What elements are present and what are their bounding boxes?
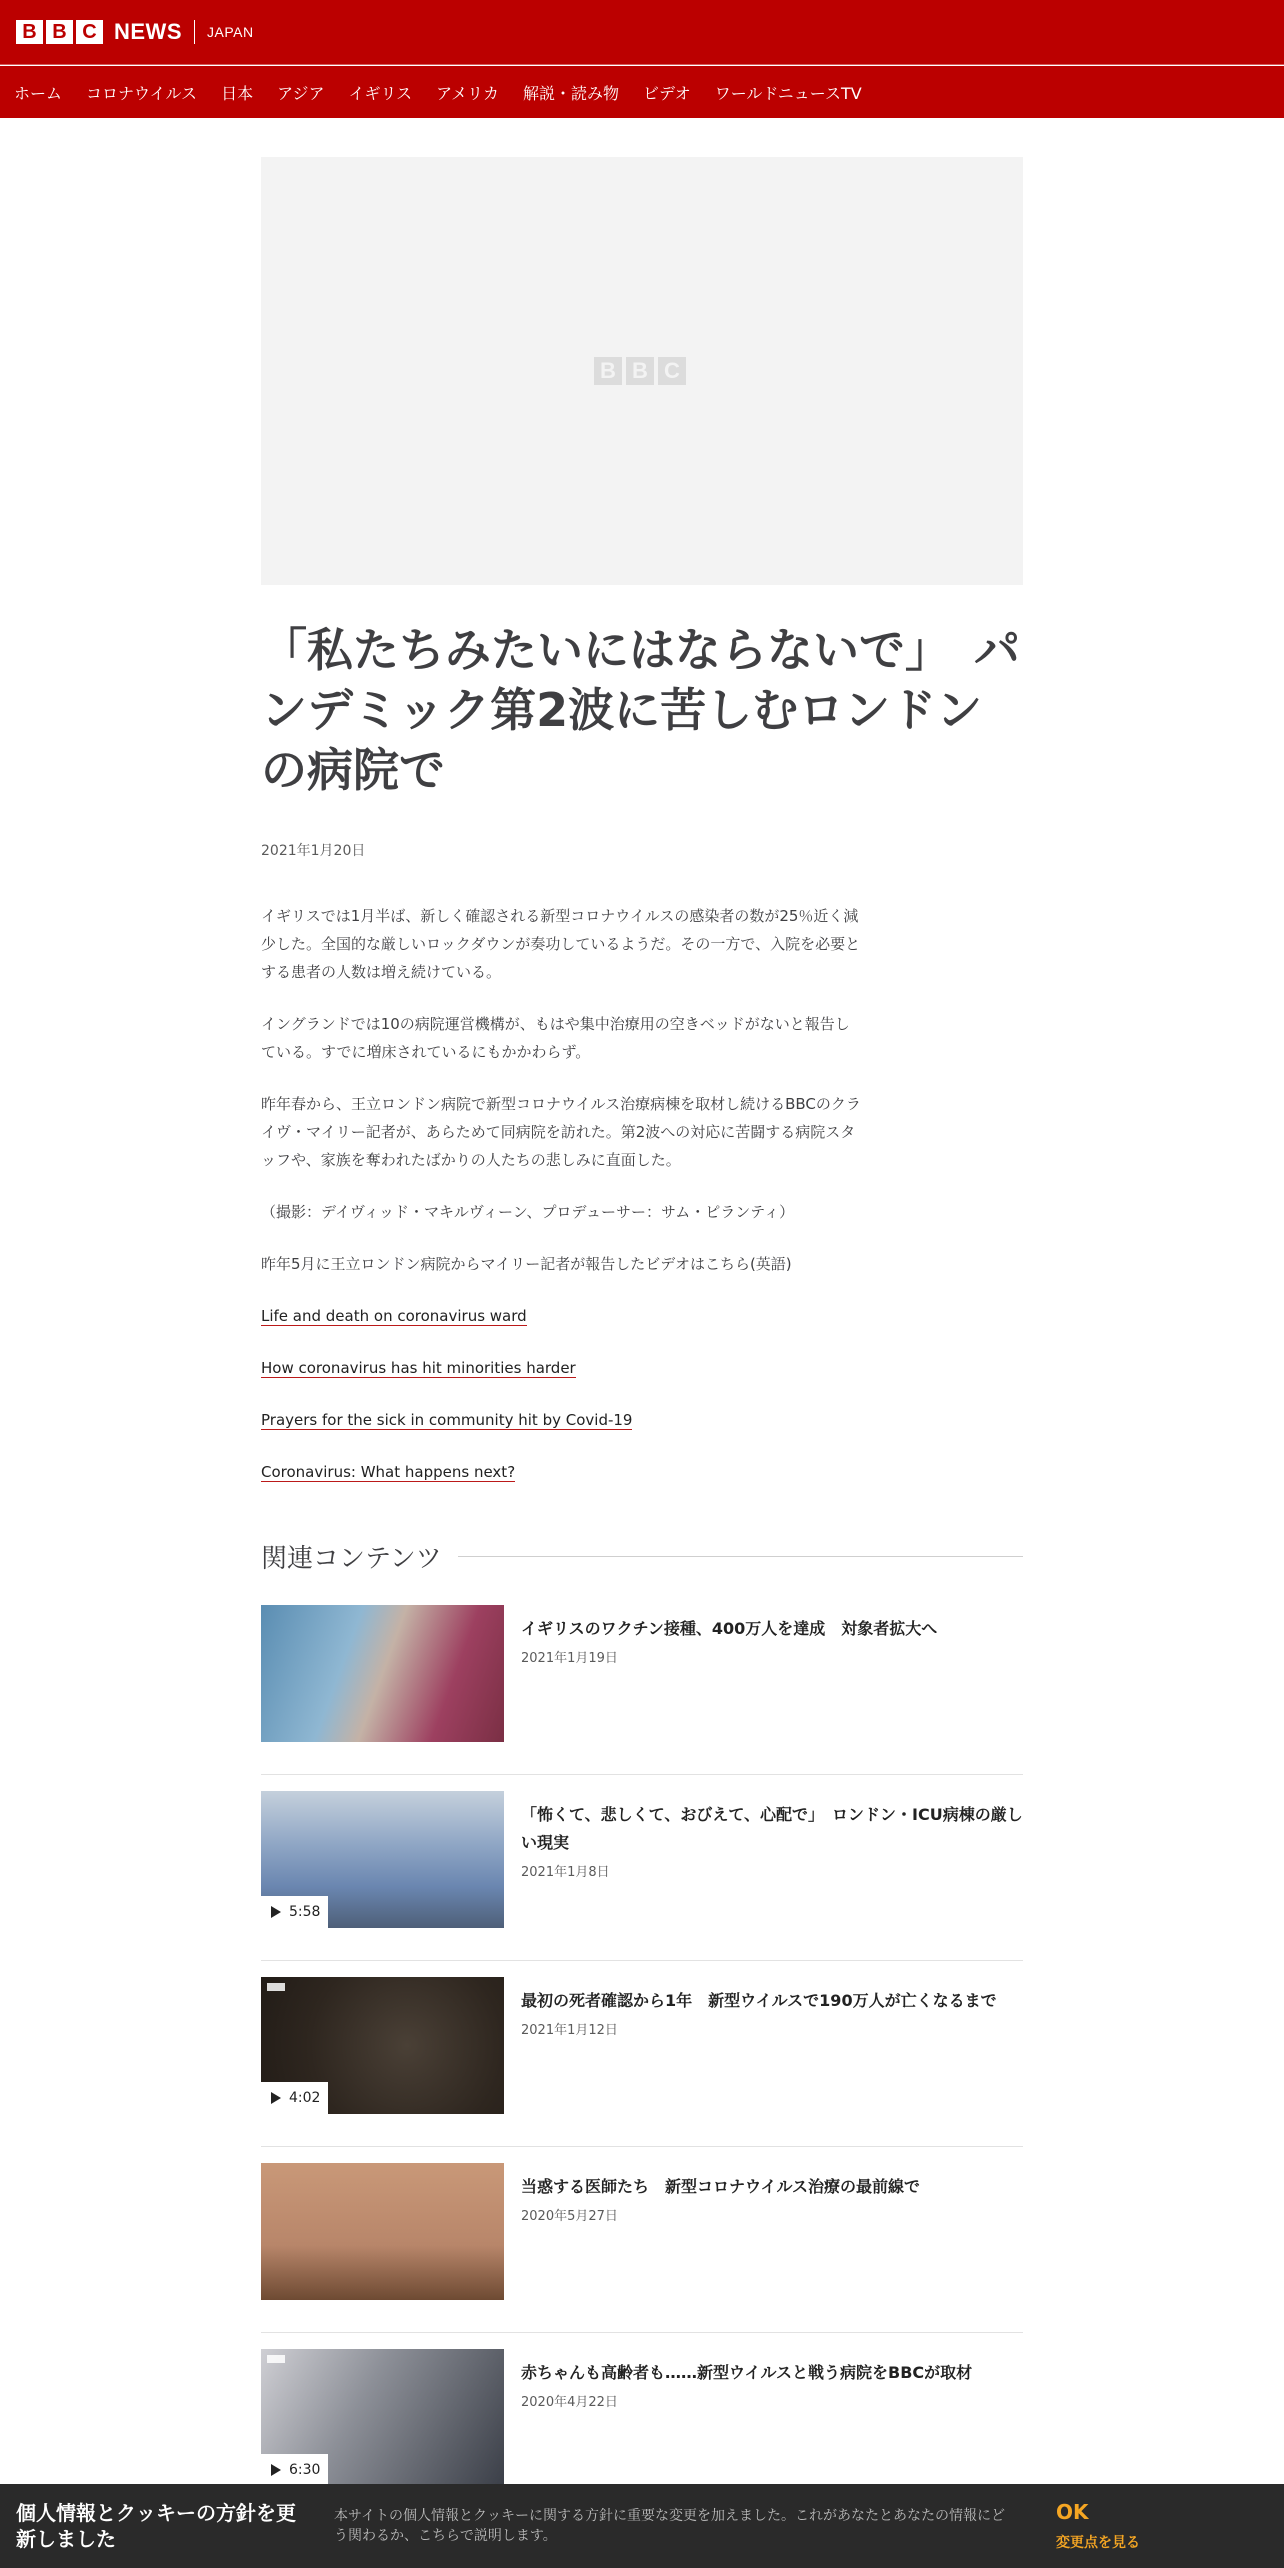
related-title[interactable]: イギリスのワクチン接種、400万人を達成 対象者拡大へ [521, 1619, 938, 1638]
news-wordmark: NEWS [114, 19, 182, 44]
article-link-item [261, 1458, 861, 1486]
related-date: 2021年1月19日 [521, 1651, 618, 1666]
article-link-item [261, 1354, 861, 1382]
related-text [521, 1791, 1023, 1960]
related-thumbnail[interactable] [261, 1791, 504, 1928]
bbc-watermark-icon [267, 2355, 285, 2363]
nav-item-features[interactable]: 解説・読み物 [523, 83, 620, 103]
nav-item-us[interactable]: アメリカ [436, 83, 500, 103]
related-thumbnail[interactable] [261, 2349, 504, 2486]
related-item[interactable] [261, 1791, 1023, 1961]
cookie-see-changes-link[interactable]: 変更点を見る [1056, 2535, 1140, 2551]
video-duration: 5:58 [289, 1904, 321, 1920]
article-body [261, 902, 861, 1486]
nav-item-world-news-tv[interactable]: ワールドニュースTV [714, 83, 862, 103]
primary-nav [0, 66, 1284, 118]
bbc-placeholder-logo [594, 357, 690, 385]
related-content [261, 1538, 1023, 2568]
nav-item-asia[interactable]: アジア [277, 83, 325, 103]
video-duration: 4:02 [289, 2090, 321, 2106]
region-label: JAPAN [207, 24, 254, 40]
related-thumbnail[interactable] [261, 1977, 504, 2114]
related-thumbnail[interactable] [261, 2163, 504, 2300]
logo-letter: B [46, 20, 73, 44]
related-heading [261, 1538, 1023, 1575]
article-link[interactable]: Life and death on coronavirus ward [261, 1307, 527, 1325]
related-title[interactable]: 「怖くて、悲しくて、おびえて、心配で」 ロンドン・ICU病棟の厳しい現実 [521, 1805, 1023, 1852]
cookie-title: 個人情報とクッキーの方針を更新しました [16, 2501, 296, 2551]
related-item[interactable] [261, 2163, 1023, 2333]
article-paragraph: イングランドでは10の病院運営機構が、もはや集中治療用の空きベッドがないと報告している。すでに増床されているにもかかわらず。 [261, 1015, 850, 1061]
logo-letter: B [16, 20, 43, 44]
related-date: 2020年5月27日 [521, 2209, 618, 2224]
video-player-placeholder[interactable] [261, 157, 1023, 585]
article-link[interactable]: How coronavirus has hit minorities harder [261, 1359, 576, 1377]
related-heading-title: 関連コンテンツ [261, 1544, 442, 1574]
related-text [521, 2163, 920, 2332]
cookie-text[interactable]: 本サイトの個人情報とクッキーに関する方針に重要な変更を加えました。これがあなたとあなたの情報にどう関わるか、こちらで説明します。 [334, 2508, 1006, 2544]
nav-item-home[interactable]: ホーム [14, 83, 63, 103]
article [261, 620, 1023, 1510]
nav-item-coronavirus[interactable]: コロナウイルス [86, 83, 198, 103]
related-date: 2021年1月12日 [521, 2023, 618, 2038]
article-date: 2021年1月20日 [261, 843, 366, 859]
play-icon [271, 1906, 281, 1918]
cookie-banner [0, 2484, 1284, 2568]
article-paragraph: イギリスでは1月半ば、新しく確認される新型コロナウイルスの感染者の数が25％近く減少した。全国的な厳しいロックダウンが奏功しているようだ。その一方で、入院を必要とする患者の人数は増え続けている。 [261, 907, 861, 981]
play-icon [271, 2092, 281, 2104]
related-title[interactable]: 当惑する医師たち 新型コロナウイルス治療の最前線で [521, 2177, 921, 2196]
logo-letter: C [76, 20, 103, 44]
related-title[interactable]: 最初の死者確認から1年 新型ウイルスで190万人が亡くなるまで [521, 1991, 997, 2010]
cookie-ok-button[interactable]: OK [1056, 2500, 1089, 2524]
nav-item-video[interactable]: ビデオ [643, 83, 691, 103]
masthead [0, 0, 1284, 65]
nav-item-japan[interactable]: 日本 [221, 83, 254, 103]
placeholder-letter: B [626, 357, 654, 385]
video-duration: 6:30 [289, 2462, 321, 2478]
bbc-news-logo[interactable] [16, 19, 254, 45]
related-date: 2021年1月8日 [521, 1865, 610, 1880]
related-item[interactable] [261, 1977, 1023, 2147]
article-paragraph: 昨年5月に王立ロンドン病院からマイリー記者が報告したビデオはこちら(英語) [261, 1255, 792, 1273]
nav-item-uk[interactable]: イギリス [348, 83, 413, 103]
related-date: 2020年4月22日 [521, 2395, 618, 2410]
video-duration-badge [261, 2082, 328, 2114]
article-link[interactable]: Prayers for the sick in community hit by Covid-19 [261, 1411, 633, 1429]
article-paragraph: （撮影：デイヴィッド・マキルヴィーン、プロデューサー：サム・ピランティ） [261, 1203, 795, 1221]
bbc-watermark-icon [267, 1983, 285, 1991]
article-link-item [261, 1302, 861, 1330]
placeholder-letter: C [658, 357, 686, 385]
related-thumbnail[interactable] [261, 1605, 504, 1742]
logo-divider [194, 20, 195, 44]
related-title[interactable]: 赤ちゃんも高齢者も……新型ウイルスと戦う病院をBBCが取材 [521, 2363, 973, 2382]
video-duration-badge [261, 2454, 328, 2486]
heading-rule [458, 1556, 1023, 1557]
article-headline: 「私たちみたいにはならないで」 パンデミック第2波に苦しむロンドンの病院で [261, 623, 1020, 797]
related-text [521, 1977, 997, 2146]
article-paragraph: 昨年春から、王立ロンドン病院で新型コロナウイルス治療病棟を取材し続けるBBCのクライヴ・マイリー記者が、あらためて同病院を訪れた。第2波への対応に苦闘する病院スタッフや、家族を奪われたばかりの人たちの悲しみに直面した。 [261, 1095, 861, 1169]
cookie-actions [1056, 2500, 1140, 2552]
play-icon [271, 2464, 281, 2476]
placeholder-letter: B [594, 357, 622, 385]
video-duration-badge [261, 1896, 328, 1928]
article-link[interactable]: Coronavirus: What happens next? [261, 1463, 516, 1481]
related-item[interactable] [261, 1605, 1023, 1775]
article-link-item [261, 1406, 861, 1434]
related-text [521, 1605, 937, 1774]
